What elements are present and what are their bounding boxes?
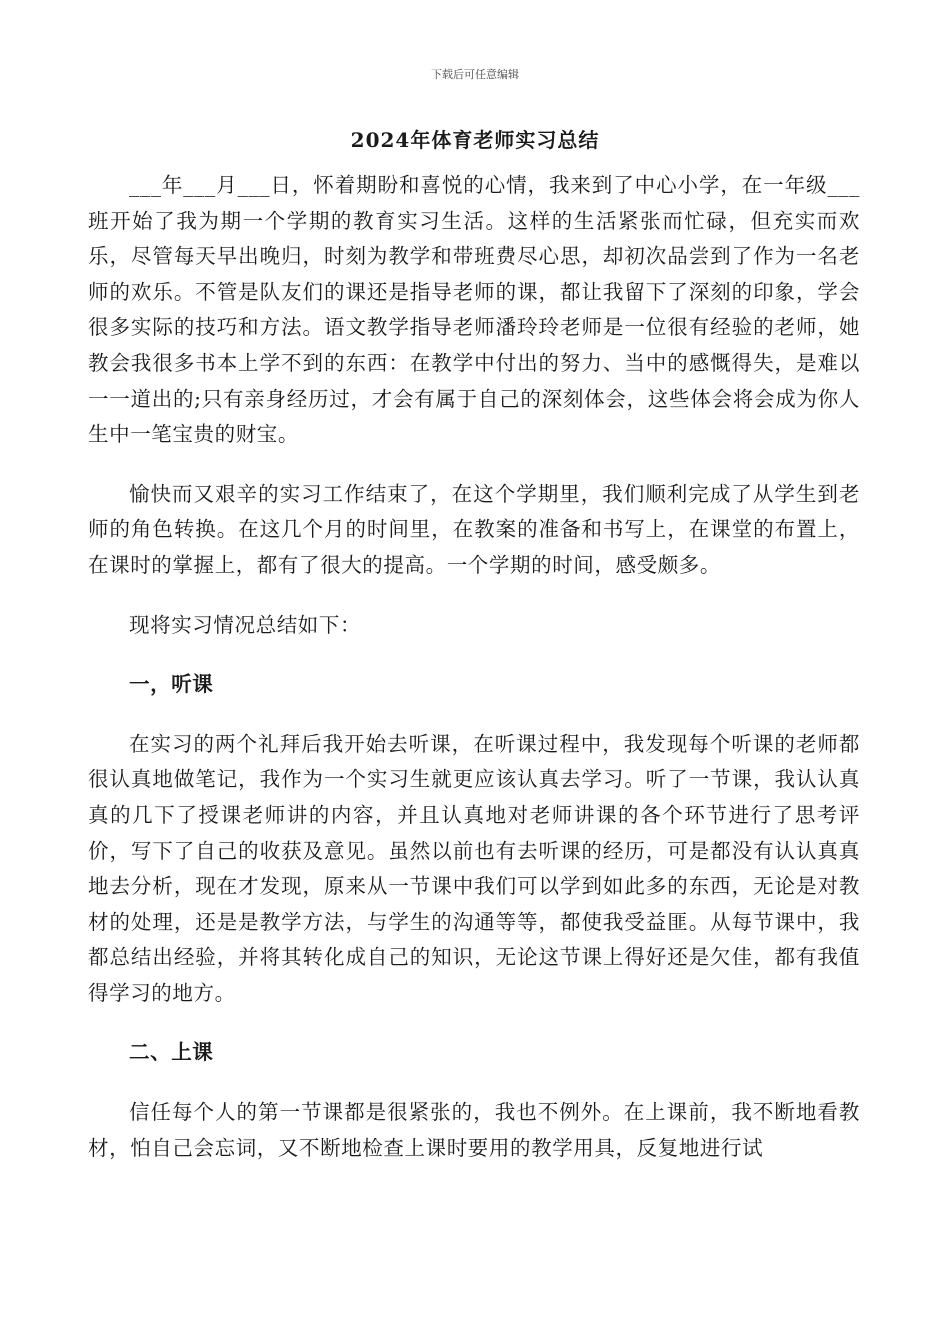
section-heading-listening: 一，听课 [129,672,214,697]
paragraph-teaching: 信任每个人的第一节课都是很紧张的，我也不例外。在上课前，我不断地看教材，怕自己会忘词，又不断地检查上课时要用的教学用具，反复地进行试 [88,1100,860,1160]
document-body [88,168,860,1166]
paragraph-listening: 在实习的两个礼拜后我开始去听课，在听课过程中，我发现每个听课的老师都很认真地做笔记，我作为一个实习生就更应该认真去学习。听了一节课，我认认真真的几下了授课老师讲的内容，并且认真地对老师讲课的各个环节进行了思考评价，写下了自己的收获及意见。虽然以前也有去听课的经历，可是都没有认认真真地去分析，现在才发现，原来从一节课中我们可以学到如此多的东西，无论是对教材的处理，还是是教学方法，与学生的沟通等等，都使我受益匪。从每节课中，我都总结出经验，并将其转化成自己的知识，无论这节课上得好还是欠佳，都有我值得学习的地方。 [88,731,860,1005]
paragraph-lead-in: 现将实习情况总结如下： [129,612,362,637]
header-note: 下载后可任意编辑 [431,68,519,81]
paragraph-intro: ___年___月___日，怀着期盼和喜悦的心情，我来到了中心小学，在一年级___班开始了我为期一个学期的教育实习生活。这样的生活紧张而忙碌，但充实而欢乐，尽管每天早出晚归，时刻为教学和带班费尽心思，却初次品尝到了作为一名老师的欢乐。不管是队友们的课还是指导老师的课，都让我留下了深刻的印象，学会很多实际的技巧和方法。语文教学指导老师潘玲玲老师是一位很有经验的老师，她教会我很多书本上学不到的东西：在教学中付出的努力、当中的感慨得失，是难以一一道出的;只有亲身经历过，才会有属于自己的深刻体会，这些体会将会成为你人生中一笔宝贵的财宝。 [88,173,860,447]
section-heading-teaching: 二、上课 [129,1040,214,1065]
paragraph-summary: 愉快而又艰辛的实习工作结束了，在这个学期里，我们顺利完成了从学生到老师的角色转换。在这几个月的时间里，在教案的准备和书写上，在课堂的布置上，在课时的掌握上，都有了很大的提高。一个学期的时间，感受颇多。 [88,481,860,577]
page-title: 2024年体育老师实习总结 [350,128,600,152]
